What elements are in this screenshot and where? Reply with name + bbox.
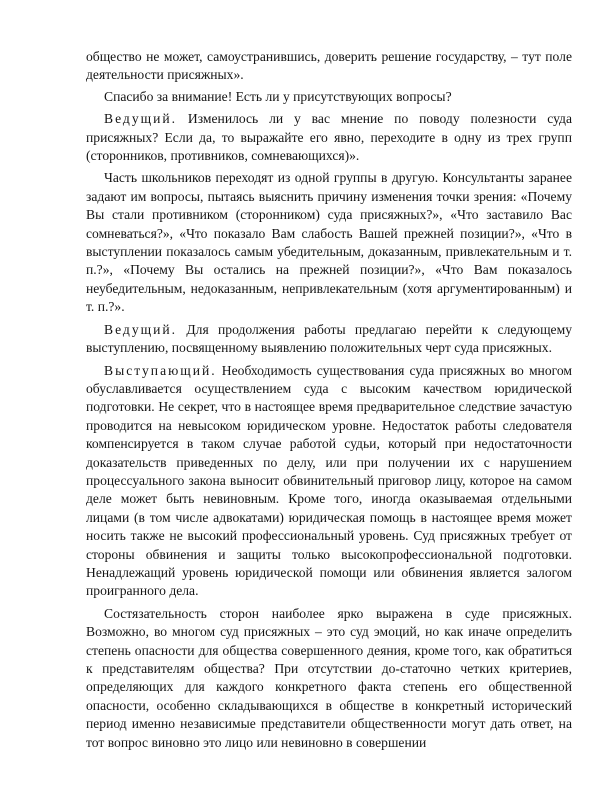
paragraph-adversarial (86, 605, 572, 752)
paragraph-continuation (86, 48, 572, 85)
speaker-label: Ведущий. (104, 321, 178, 337)
speaker-label: Выступающий. (104, 362, 217, 378)
paragraph-text: Часть школьников переходят из одной группы в другую. Консультанты заранее задают им вопросы, пытаясь выяснить причину изменения точки зрения: «Почему Вы стали противником (сторонником) суда присяжных?», «Что заставило Вас сомневаться?», «Что показало Вам слабость Вашей прежней позиции?», «Что в выступлении показалось самым убедительным, доказанным, привлекательным и т. п.?», «Почему Вы остались на прежней позиции?», «Что Вам показалось неубедительным, недоказанным, непривлекательным (хотя аргументированным) и т. п.?». (86, 170, 572, 315)
paragraph-text: общество не может, самоустранившись, доверить решение государству, – тут поле деятельности присяжных». (86, 49, 572, 83)
paragraph-text: Необходимость существования суда присяжных во многом обуславливается осуществлением суда с высоким качеством юридической подготовки. Не секрет, что в настоящее время предварительное следствие зачастую проводится на невысоком юридическом уровне. Недостаток работы следователя компенсируется в таком случае работой судьи, который при недостаточности доказательств приведенных по делу, или при получении их с нарушением процессуального закона выносит обвинительный приговор лицу, которое на самом деле может быть невиновным. Кроме того, иногда оказываемая отдельными лицами (в том числе адвокатами) юридическая помощь в настоящее время может носить также не высокий профессиональный уровень. Суд присяжных требует от стороны обвинения и защиты только высокопрофессиональной подготовки. Ненадлежащий уровень юридической помощи или обвинения является залогом проигранного дела. (86, 362, 572, 599)
paragraph-speaker-argument (86, 362, 572, 601)
paragraph-thanks (86, 88, 572, 106)
paragraph-host-next (86, 321, 572, 358)
speaker-label: Ведущий. (104, 111, 178, 127)
paragraph-host-question (86, 110, 572, 165)
paragraph-students-move (86, 169, 572, 316)
paragraph-text: Для продолжения работы предлагаю перейти к следующему выступлению, посвященному выявлению положительных черт суда присяжных. (86, 321, 572, 356)
paragraph-text: Состязательность сторон наиболее ярко выражена в суде присяжных. Возможно, во многом суд присяжных – это суд эмоций, но как иначе определить степень опасности для общества совершенного деяния, кроме того, как обратиться к представителям общества? При отсутствии до-статочно четких критериев, определяющих для каждого конкретного факта степень его общественной опасности, особенно складывающихся в обществе в конкретный исторический период именно независимые представители общественности могут дать ответ, на тот вопрос виновно это лицо или невиновно в совершении (86, 605, 572, 750)
paragraph-text: Изменилось ли у вас мнение по поводу полезности суда присяжных? Если да, то выражайте его явно, переходите в одну из трех групп (сторонников, противников, сомневающихся)». (86, 111, 572, 164)
paragraph-text: Спасибо за внимание! Есть ли у присутствующих вопросы? (104, 88, 452, 104)
